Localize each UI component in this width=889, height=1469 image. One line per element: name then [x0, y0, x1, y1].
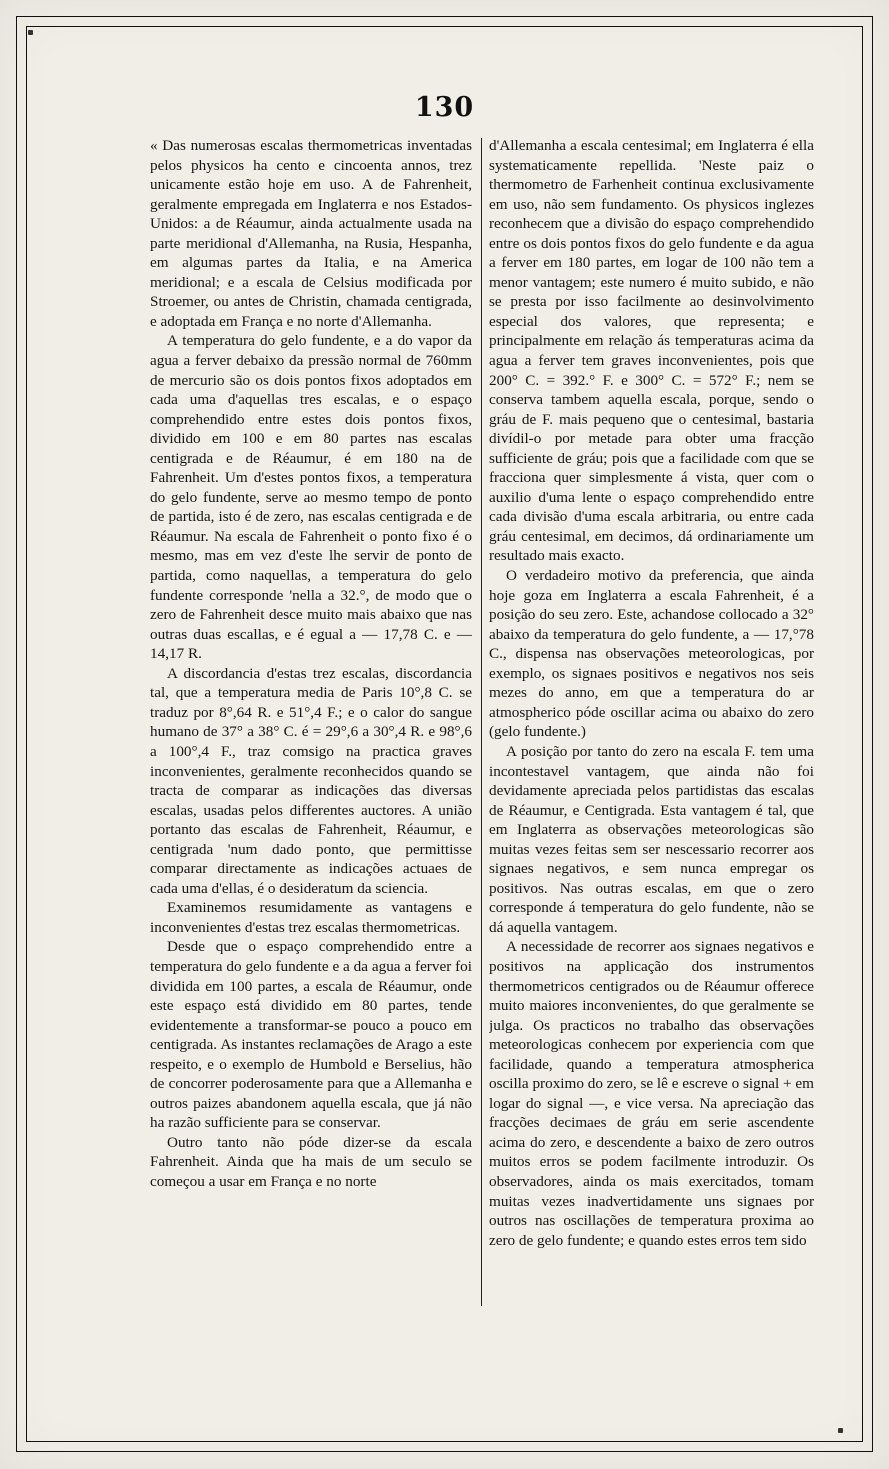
paragraph: Examinemos resumidamente as vantagens e inconvenientes d'estas trez escalas thermometricas.: [150, 899, 472, 936]
page-number: 130: [414, 92, 475, 123]
paragraph: A temperatura do gelo fundente, e a do vapor da agua a ferver debaixo da pressão normal de 760mm de mercurio são os dois pontos fixos adoptados em cada uma d'aquellas tres escalas, e o espaço comprehendido entre estes dois pontos fixos, dividido em 100 e em 80 partes nas escalas centigrada e de Réaumur, é em 180 na de Fahrenheit. Um d'estes pontos fixos, a temperatura do gelo fundente, serve ao mesmo tempo de ponto de partida, isto é de zero, nas escalas centigrada e de Réaumur. Na escala de Fahrenheit o ponto fixo é o mesmo, mas em vez d'este lhe servir de ponto de partida, como naquellas, a temperatura do gelo fundente corresponde 'nella a 32.°, de modo que o zero de Fahrenheit desce muito mais abaixo que nas outras duas escallas, e é egual a — 17,78 C. e — 14,17 R.: [150, 332, 472, 663]
column-divider: [481, 138, 482, 1306]
paragraph: A necessidade de recorrer aos signaes negativos e positivos na applicação dos instrumentos thermometricos centigrados ou de Réaumur offerece muito maiores inconvenientes, do que geralmente se julga. Os practicos no trabalho das observações meteorologicas conhecem por experiencia com que facilidade, quando a temperatura atmospherica oscilla proximo do zero, se lê e escreve o signal + em logar do signal —, e vice versa. Na apreciação das fracções decimaes de gráu em serie ascendente acima do zero, e descendente a baixo de zero outros muitos erros se podem facilmente introduzir. Os observadores, ainda os mais exercitados, tomam muitas vezes inadvertidamente uns signaes por outros nas oscillações de temperatura proxima ao zero de gelo fundente; e quando estes erros tem sido: [489, 938, 814, 1249]
scan-speck: [838, 1428, 843, 1433]
paragraph: d'Allemanha a escala centesimal; em Inglaterra é ella systematicamente repellida. 'Neste paiz o thermometro de Farhenheit continua exclusivamente em uso, não sem fundamento. Os physicos inglezes reconhecem que a divisão do espaço comprehendido entre os dois pontos fixos do gelo fundente e da agua a ferver em 180 partes, em logar de 100 não tem a menor vantagem; este numero é muito subido, e não se presta por isso facilmente ao desinvolvimento especial dos valores, que representa; e principalmente em relação ás temperaturas acima da agua a ferver tem graves inconvenientes, pois que 200° C. = 392.° F. e 300° C. = 572° F.; nem se conserva tambem aquella escala, porque, sendo o gráu de F. mais pequeno que o centesimal, bastaria divídil-o por metade para obter uma fracção sufficiente de gráu; pois que a facilidade com que se fracciona quer simplesmente á vista, quer com o auxilio d'uma lente o espaço comprehendido entre cada divisão d'uma escala arbitraria, ou entre cada gráu centesimal, em decimos, dá ordinariamente um resultado mais exacto.: [489, 137, 814, 565]
paragraph: Desde que o espaço comprehendido entre a temperatura do gelo fundente e a da agua a ferver foi dividida em 100 partes, a escala de Réaumur, onde este espaço está dividido em 80 partes, tende evidentemente a transformar-se pouco a pouco em centigrada. As instantes reclamações de Arago a este respeito, e o exemplo de Humbold e Berselius, hão de concorrer poderosamente para que a Allemanha e outros paizes abandonem aquella escala, que já não ha razão sufficiente para se conservar.: [150, 938, 472, 1132]
paragraph: A posição por tanto do zero na escala F. tem uma incontestavel vantagem, que ainda não foi devidamente apreciada pelos partidistas das escalas de Réaumur, e Centigrada. Esta vantagem é tal, que em Inglaterra as observações meteorologicas são muitas vezes feitas sem ser nescessario recorrer aos signaes negativos, e sem nunca empregar os positivos. Nas outras escalas, em que o zero corresponde á temperatura do gelo fundente, não se dá aquella vantagem.: [489, 742, 814, 936]
right-column: [489, 136, 814, 1306]
paragraph: « Das numerosas escalas thermometricas inventadas pelos physicos ha cento e cincoenta annos, trez unicamente estão hoje em uso. A de Fahrenheit, geralmente empregada em Inglaterra e nos Estados-Unidos: a de Réaumur, ainda actualmente usada na parte meridional d'Allemanha, na Rusia, Hespanha, em algumas partes da Italia, e na America meridional; e a escala de Celsius modificada por Stroemer, ou antes de Christin, chamada centigrada, e adoptada em França e no norte d'Allemanha.: [150, 137, 472, 330]
paragraph: Outro tanto não póde dizer-se da escala Fahrenheit. Ainda que ha mais de um seculo se começou a usar em França e no norte: [150, 1133, 472, 1190]
paragraph: O verdadeiro motivo da preferencia, que ainda hoje goza em Inglaterra a escala Fahrenheit, é a posição do seu zero. Este, achandose collocado a 32° abaixo da temperatura do gelo fundente, a — 17,°78 C., dispensa nas observações meteorologicas, por exemplo, os signaes positivos e negativos nos seis mezes do anno, em que a temperatura do ar atmospherico póde oscillar acima ou abaixo do zero (gelo fundente.): [489, 567, 814, 741]
paragraph: A discordancia d'estas trez escalas, discordancia tal, que a temperatura media de Paris 10°,8 C. se traduz por 8°,64 R. e 51°,4 F.; e o calor do sangue humano de 37° a 38° C. é = 29°,6 a 30°,4 R. e 98°,6 a 100°,4 F., traz comsigo na practica graves inconvenientes, geralmente reconhecidos quando se tracta de comparar as indicações das diversas escalas, usadas pelos differentes auctores. A união portanto das escalas de Fahrenheit, Réaumur, e centigrada 'num dado ponto, que permittisse comparar directamente as indicações actuaes de cada uma d'ellas, é o desideratum da sciencia.: [150, 664, 472, 897]
scan-speck: [28, 30, 33, 35]
left-column: [150, 136, 472, 1306]
